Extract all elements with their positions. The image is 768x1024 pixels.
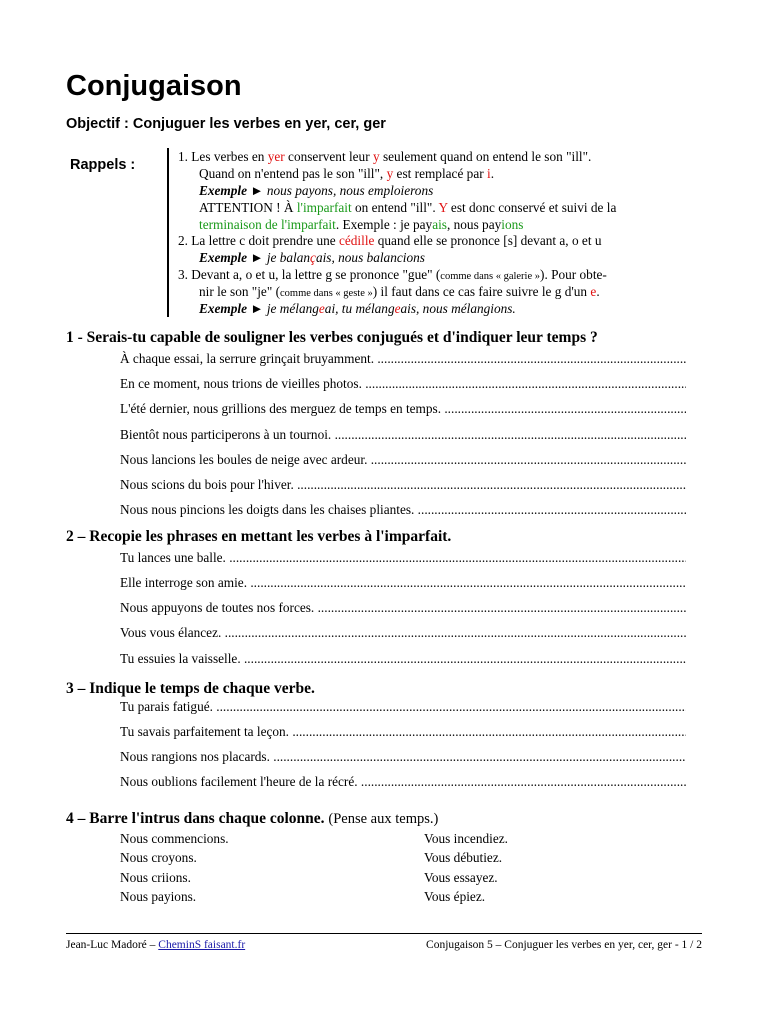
column-2-item: Vous épiez. (424, 889, 486, 904)
rappel-line: 1. Les verbes en yer conservent leur y seulement quand on entend le son "ill". (178, 149, 592, 164)
section-1-title: 1 - Serais-tu capable de souligner les verbes conjugués et d'indiquer leur temps ? (66, 329, 598, 346)
rappels-divider (167, 148, 169, 317)
rappel-example: Exemple ► nous payons, nous emploierons (199, 182, 434, 198)
exercise-line: À chaque essai, la serrure grinçait bruyamment. ..... (120, 350, 686, 368)
exercise-line: Tu savais parfaitement ta leçon. ..... (120, 723, 686, 741)
exercise-line: Tu parais fatigué. ..... (120, 698, 686, 716)
footer-author: Jean-Luc Madoré – CheminS faisant.fr (66, 939, 246, 951)
exercise-line: L'été dernier, nous grillions des merguez de temps en temps. ..... (120, 400, 686, 418)
rappel-line: 2. La lettre c doit prendre une cédille quand elle se prononce [s] devant a, o et u (178, 233, 602, 249)
rappels-label: Rappels : (70, 157, 136, 173)
column-1-item: Nous croyons. (120, 850, 197, 865)
exercise-line: Nous appuyons de toutes nos forces. ..... (120, 599, 686, 617)
rappel-line: 3. Devant a, o et u, la lettre g se prononce "gue" (comme dans « galerie »). Pour obte- (178, 267, 607, 283)
section-4-note: (Pense aux temps.) (328, 811, 439, 827)
section-3-title: 3 – Indique le temps de chaque verbe. (66, 680, 315, 697)
exercise-line: Nous nous pincions les doigts dans les chaises pliantes. ..... (120, 501, 686, 519)
exercise-line: Nous scions du bois pour l'hiver. ..... (120, 476, 686, 494)
rappel-example: Exemple ► je balançais, nous balancions (199, 250, 425, 266)
exercise-line: Nous rangions nos placards. ..... (120, 748, 686, 766)
column-2-item: Vous incendiez. (424, 831, 508, 846)
exercise-line: Nous oublions facilement l'heure de la récré. ..... (120, 773, 686, 791)
section-4-title: 4 – Barre l'intrus dans chaque colonne. (Pense aux temps.) (66, 810, 439, 827)
footer-divider (66, 933, 702, 934)
rappel-example: Exemple ► je mélangeai, tu mélangeais, nous mélangions. (199, 301, 516, 317)
rappel-line: terminaison de l'imparfait. Exemple : je payais, nous payions (199, 216, 524, 232)
column-1-item: Nous payions. (120, 889, 197, 904)
rappel-line: nir le son "je" (comme dans « geste ») il faut dans ce cas faire suivre le g d'un e. (199, 284, 600, 300)
objective: Objectif : Conjuguer les verbes en yer, cer, ger (66, 116, 386, 132)
exercise-line: Bientôt nous participerons à un tournoi. ..... (120, 426, 686, 444)
exercise-line: Nous lancions les boules de neige avec ardeur. ..... (120, 451, 686, 469)
section-2-title: 2 – Recopie les phrases en mettant les verbes à l'imparfait. (66, 528, 452, 545)
rappels-box (178, 149, 693, 318)
rappel-line: ATTENTION ! À l'imparfait on entend "ill". Y est donc conservé et suivi de la (199, 199, 617, 215)
rappel-line: Quand on n'entend pas le son "ill", y est remplacé par i. (199, 165, 495, 181)
exercise-line: Vous vous élancez. ..... (120, 624, 686, 642)
exercise-line: En ce moment, nous trions de vieilles photos. ..... (120, 375, 686, 393)
exercise-line: Tu lances une balle. ..... (120, 549, 686, 567)
footer-page-info: Conjugaison 5 – Conjuguer les verbes en yer, cer, ger - 1 / 2 (426, 939, 702, 951)
column-1-item: Nous criions. (120, 870, 191, 885)
column-2-item: Vous essayez. (424, 870, 498, 885)
page-title: Conjugaison (66, 70, 242, 102)
exercise-line: Tu essuies la vaisselle. ..... (120, 650, 686, 668)
column-1-item: Nous commencions. (120, 831, 229, 846)
column-2-item: Vous débutiez. (424, 850, 503, 865)
exercise-line: Elle interroge son amie. ..... (120, 574, 686, 592)
footer-website-link[interactable]: CheminS faisant.fr (158, 939, 246, 951)
